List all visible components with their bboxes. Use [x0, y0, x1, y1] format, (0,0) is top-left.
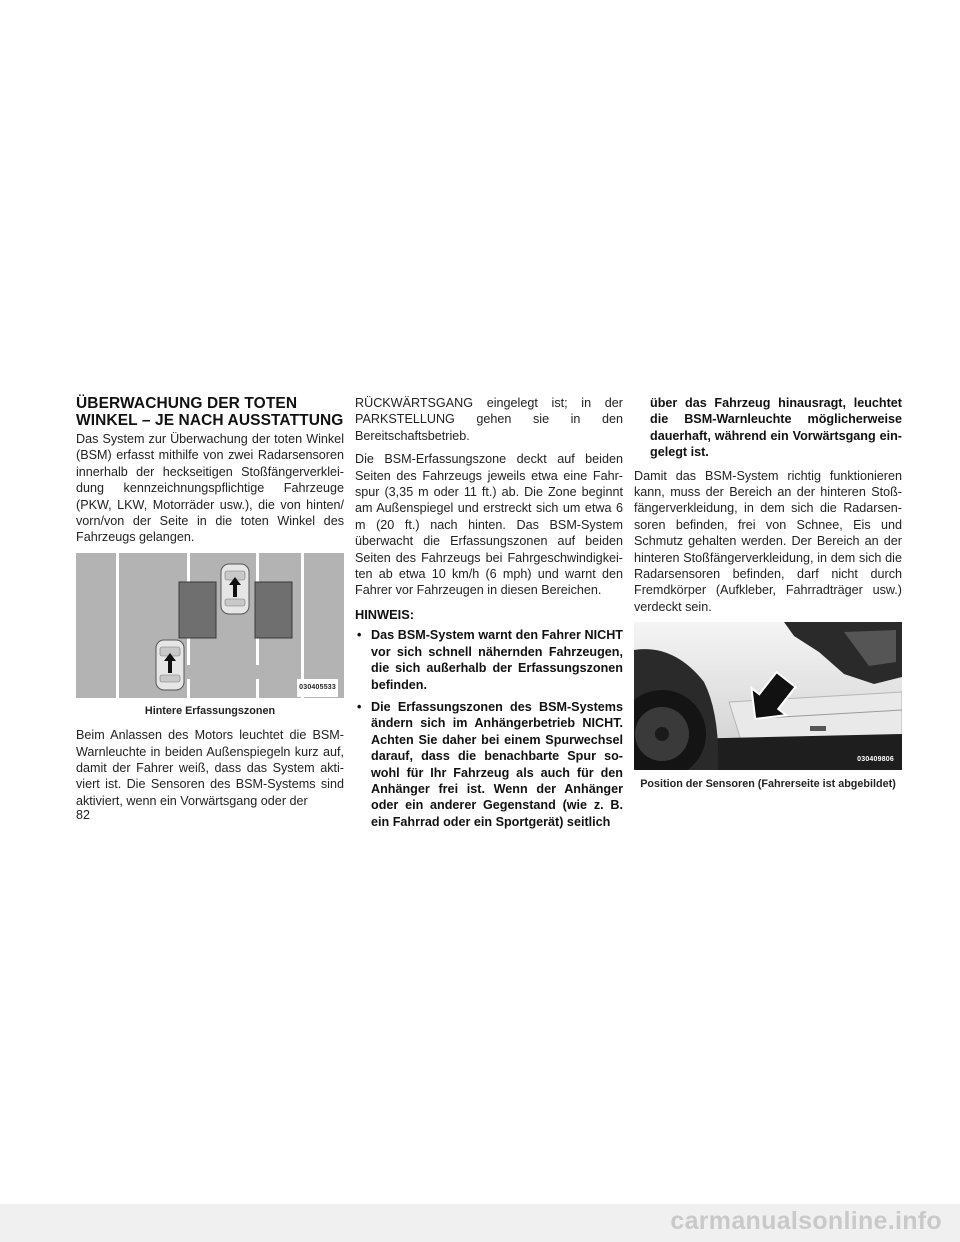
watermark-bar — [0, 1204, 960, 1242]
section-heading-line2: WINKEL – JE NACH AUSSTATTUNG — [76, 412, 344, 429]
figure-code: 030405533 — [297, 679, 338, 697]
section-heading — [76, 395, 344, 429]
approaching-vehicle — [156, 640, 184, 690]
note-text: Die Erfassungszonen des BSM-Systems ändern sich im Anhängerbetrieb NICHT. Achten Sie daher bei einem Spurwechsel darauf, dass die benachbarte Spur sowohl für Ihr Fahrzeug als auch für den Anhänger frei ist. Wenn der Anhänger oder ein anderer Gegenstand (wie z. B. ein Fahrrad oder ein Sportgerät) seitlich — [371, 699, 623, 829]
gear-paragraph: RÜCKWÄRTSGANG eingelegt ist; in der PARKSTELLUNG gehen sie in den Bereitschaftsbetrieb. — [355, 396, 623, 443]
lane-line-right — [301, 553, 304, 698]
list-item — [355, 627, 623, 693]
note-label: HINWEIS: — [355, 606, 415, 622]
zone-paragraph: Die BSM-Erfassungszone deckt auf beiden Seiten des Fahrzeugs jeweils etwa eine Fahrspur (3,35 m oder 11 ft.) ab. Die Zone beginnt am Außenspiegel und erstreckt sich um etwa 6 m (20 ft.) nach hinten. Das BSM-System überwacht die Erfassungszonen auf beiden Seiten des Fahrzeugs bei Fahrgeschwindigkeiten ab etwa 10 km/h (6 mph) und warnt den Fahrer vor Fahrzeugen in diesen Bereichen. — [355, 452, 623, 598]
section-heading-line1: ÜBERWACHUNG DER TOTEN — [76, 395, 298, 412]
column-left — [76, 395, 344, 816]
page-number: 82 — [76, 808, 90, 822]
bullet-icon: • — [357, 628, 362, 643]
figure-sensor-position — [634, 622, 902, 774]
intro-paragraph: Das System zur Überwachung der toten Winkel (BSM) erfasst mithilfe von zwei Radarsensoren innerhalb der heckseitigen Stoßfängerverkleidung kennzeichnungspflichtige Fahrzeuge (PKW, LKW, Motorräder usw.), die von hinten/ vorn/von der Seite in die toten Winkel des Fahrzeugs gelangen. — [76, 432, 344, 545]
wheel-hub — [655, 727, 669, 741]
detection-zones-diagram — [76, 553, 344, 698]
sensor-position-photo — [634, 622, 902, 770]
startup-paragraph: Beim Anlassen des Motors leuchtet die BSM-Warnleuchte in beiden Außenspiegeln kurz auf, damit der Fahrer weiß, dass das System aktiviert ist. Die Sensoren des BSM-Systems sind aktiviert, wenn ein Vorwärtsgang oder der — [76, 728, 344, 808]
figure-caption: Position der Sensoren (Fahrerseite ist abgebildet) — [640, 777, 896, 790]
bumper-reflector — [810, 726, 826, 731]
bullet-icon: • — [357, 699, 362, 714]
note-continuation: über das Fahrzeug hinausragt, leuchtet die BSM-Warnleuchte möglicherweise dauerhaft, während ein Vorwärtsgang eingelegt ist. — [650, 396, 902, 460]
column-right — [634, 395, 902, 800]
detection-zone-left — [179, 582, 216, 638]
figure-code: 030409806 — [857, 756, 894, 764]
host-vehicle — [221, 564, 249, 614]
figure-caption: Hintere Erfassungszonen — [144, 705, 276, 718]
lane-line-left — [116, 553, 119, 698]
watermark-text: carmanualsonline.info — [670, 1207, 942, 1235]
figure-rear-detection-zones — [76, 553, 344, 702]
maintenance-paragraph: Damit das BSM-System richtig funktionieren kann, muss der Bereich an der hinteren Stoßfängerverkleidung, in dem sich die Radarsensoren befinden, frei von Schnee, Eis und Schmutz gehalten werden. Der Bereich an der hinteren Stoßfängerverkleidung, in dem sich die Radarsensoren befinden, darf nicht durch Fremdkörper (Aufkleber, Fahrradträger usw.) verdeckt sein. — [634, 468, 902, 614]
note-text: Das BSM-System warnt den Fahrer NICHT vor sich schnell nähernden Fahrzeugen, die sich außerhalb der Erfassungszonen befinden. — [371, 628, 623, 692]
detection-zone-right — [255, 582, 292, 638]
list-item — [355, 699, 623, 830]
column-middle — [355, 395, 623, 837]
note-list — [355, 627, 623, 830]
